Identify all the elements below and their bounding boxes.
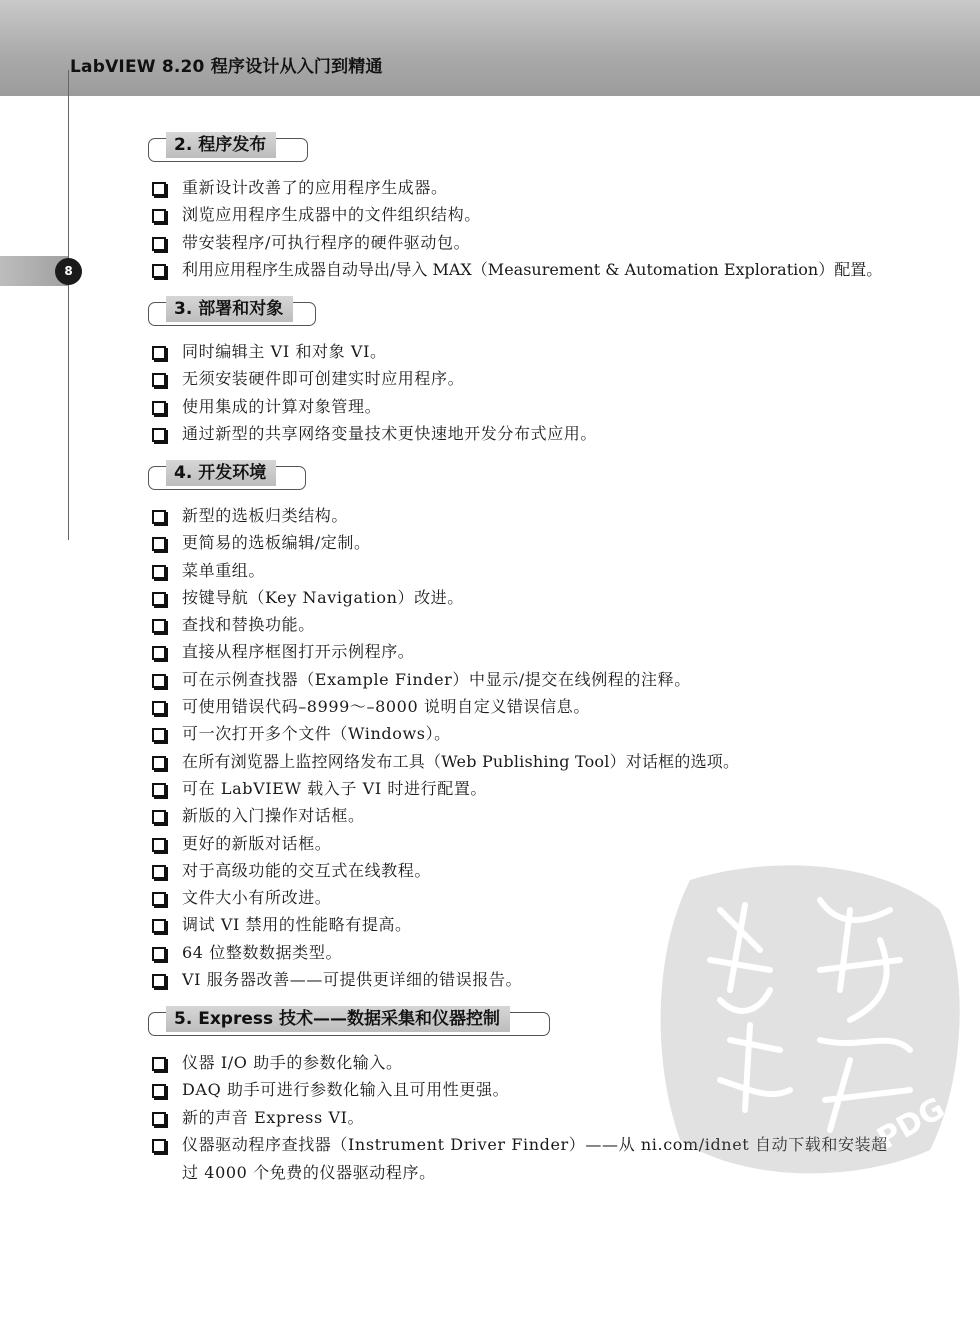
checkbox-icon: [152, 237, 166, 251]
item-text: 通过新型的共享网络变量技术更快速地开发分布式应用。: [182, 423, 598, 443]
item-text: 无须安装硬件即可创建实时应用程序。: [182, 369, 465, 389]
checkbox-icon: [152, 1084, 166, 1098]
item-text: 文件大小有所改进。: [182, 888, 332, 908]
list-item: [150, 367, 910, 394]
item-text: 更简易的选板编辑/定制。: [182, 533, 371, 553]
section-heading: [148, 132, 308, 160]
watermark-text: PDG: [871, 1090, 951, 1157]
list-item: [150, 586, 910, 613]
list-item: [150, 203, 910, 230]
checkbox-icon: [152, 701, 166, 715]
checkbox-icon: [152, 619, 166, 633]
checkbox-icon: [152, 947, 166, 961]
checkbox-icon: [152, 892, 166, 906]
checkbox-icon: [152, 838, 166, 852]
section-title: 5. Express 技术——数据采集和仪器控制: [166, 1006, 510, 1032]
item-text: DAQ 助手可进行参数化输入且可用性更强。: [182, 1080, 510, 1100]
item-text: 利用应用程序生成器自动导出/导入 MAX（Measurement & Automation Exploration）配置。: [182, 259, 883, 279]
item-text: 调试 VI 禁用的性能略有提高。: [182, 915, 412, 935]
item-text: 直接从程序框图打开示例程序。: [182, 642, 415, 662]
section-heading: [148, 1006, 550, 1034]
list-item: [150, 559, 910, 586]
section-list: [150, 340, 910, 449]
item-text: 更好的新版对话框。: [182, 833, 332, 853]
item-text: 可在示例查找器（Example Finder）中显示/提交在线例程的注释。: [182, 669, 691, 689]
list-item: [150, 695, 910, 722]
list-item: [150, 340, 910, 367]
section-list: [150, 176, 910, 285]
checkbox-icon: [152, 592, 166, 606]
item-text: 带安装程序/可执行程序的硬件驱动包。: [182, 232, 471, 252]
checkbox-icon: [152, 728, 166, 742]
item-text: 菜单重组。: [182, 560, 266, 580]
header-band: [0, 0, 980, 96]
list-item: [150, 722, 910, 749]
running-header-title: LabVIEW 8.20 程序设计从入门到精通: [70, 57, 383, 77]
item-text: 可使用错误代码–8999～–8000 说明自定义错误信息。: [182, 697, 590, 717]
list-item: [150, 395, 910, 422]
section-title: 4. 开发环境: [166, 460, 276, 486]
item-text: 可一次打开多个文件（Windows）。: [182, 724, 451, 744]
checkbox-icon: [152, 756, 166, 770]
section-heading: [148, 296, 316, 324]
list-item: [150, 668, 910, 695]
list-item: [150, 750, 910, 777]
checkbox-icon: [152, 646, 166, 660]
checkbox-icon: [152, 510, 166, 524]
item-text: 按键导航（Key Navigation）改进。: [182, 587, 464, 607]
list-item: [150, 777, 910, 804]
list-item: [150, 422, 910, 449]
checkbox-icon: [152, 1139, 166, 1153]
item-text: 同时编辑主 VI 和对象 VI。: [182, 342, 387, 361]
checkbox-icon: [152, 537, 166, 551]
checkbox-icon: [152, 428, 166, 442]
margin-rule: [68, 70, 69, 540]
item-text: 仪器 I/O 助手的参数化输入。: [182, 1053, 403, 1072]
checkbox-icon: [152, 783, 166, 797]
list-item: [150, 231, 910, 258]
list-item: [150, 804, 910, 831]
checkbox-icon: [152, 865, 166, 879]
checkbox-icon: [152, 209, 166, 223]
checkbox-icon: [152, 401, 166, 415]
item-text: 新型的选板归类结构。: [182, 506, 349, 525]
list-item: [150, 258, 910, 285]
checkbox-icon: [152, 373, 166, 387]
list-item: [150, 504, 910, 531]
checkbox-icon: [152, 1112, 166, 1126]
checkbox-icon: [152, 346, 166, 360]
section-title: 2. 程序发布: [166, 132, 276, 158]
item-text: 可在 LabVIEW 载入子 VI 时进行配置。: [182, 778, 488, 798]
item-text: 查找和替换功能。: [182, 615, 315, 635]
section-heading: [148, 460, 306, 488]
checkbox-icon: [152, 974, 166, 988]
checkbox-icon: [152, 674, 166, 688]
item-text: VI 服务器改善——可提供更详细的错误报告。: [182, 970, 523, 990]
checkbox-icon: [152, 919, 166, 933]
section-title: 3. 部署和对象: [166, 296, 293, 322]
watermark-seal: [650, 850, 970, 1190]
item-text: 新的声音 Express VI。: [182, 1107, 365, 1127]
item-text: 浏览应用程序生成器中的文件组织结构。: [182, 205, 481, 225]
item-text: 仪器驱动程序查找器（Instrument Driver Finder）——从 ni.com/idnet 自动下载和安装超过 4000 个免费的仪器驱动程序。: [182, 1134, 888, 1182]
item-text: 新版的入门操作对话框。: [182, 806, 365, 826]
checkbox-icon: [152, 810, 166, 824]
checkbox-icon: [152, 264, 166, 278]
checkbox-icon: [152, 1057, 166, 1071]
page-number: 8: [55, 258, 82, 285]
item-text: 重新设计改善了的应用程序生成器。: [182, 178, 448, 197]
item-text: 在所有浏览器上监控网络发布工具（Web Publishing Tool）对话框的选项。: [182, 751, 740, 771]
list-item: [150, 640, 910, 667]
item-text: 对于高级功能的交互式在线教程。: [182, 860, 432, 880]
item-text: 使用集成的计算对象管理。: [182, 396, 382, 416]
list-item: [150, 176, 910, 203]
list-item: [150, 613, 910, 640]
list-item: [150, 531, 910, 558]
checkbox-icon: [152, 182, 166, 196]
item-text: 64 位整数数据类型。: [182, 942, 343, 962]
checkbox-icon: [152, 565, 166, 579]
